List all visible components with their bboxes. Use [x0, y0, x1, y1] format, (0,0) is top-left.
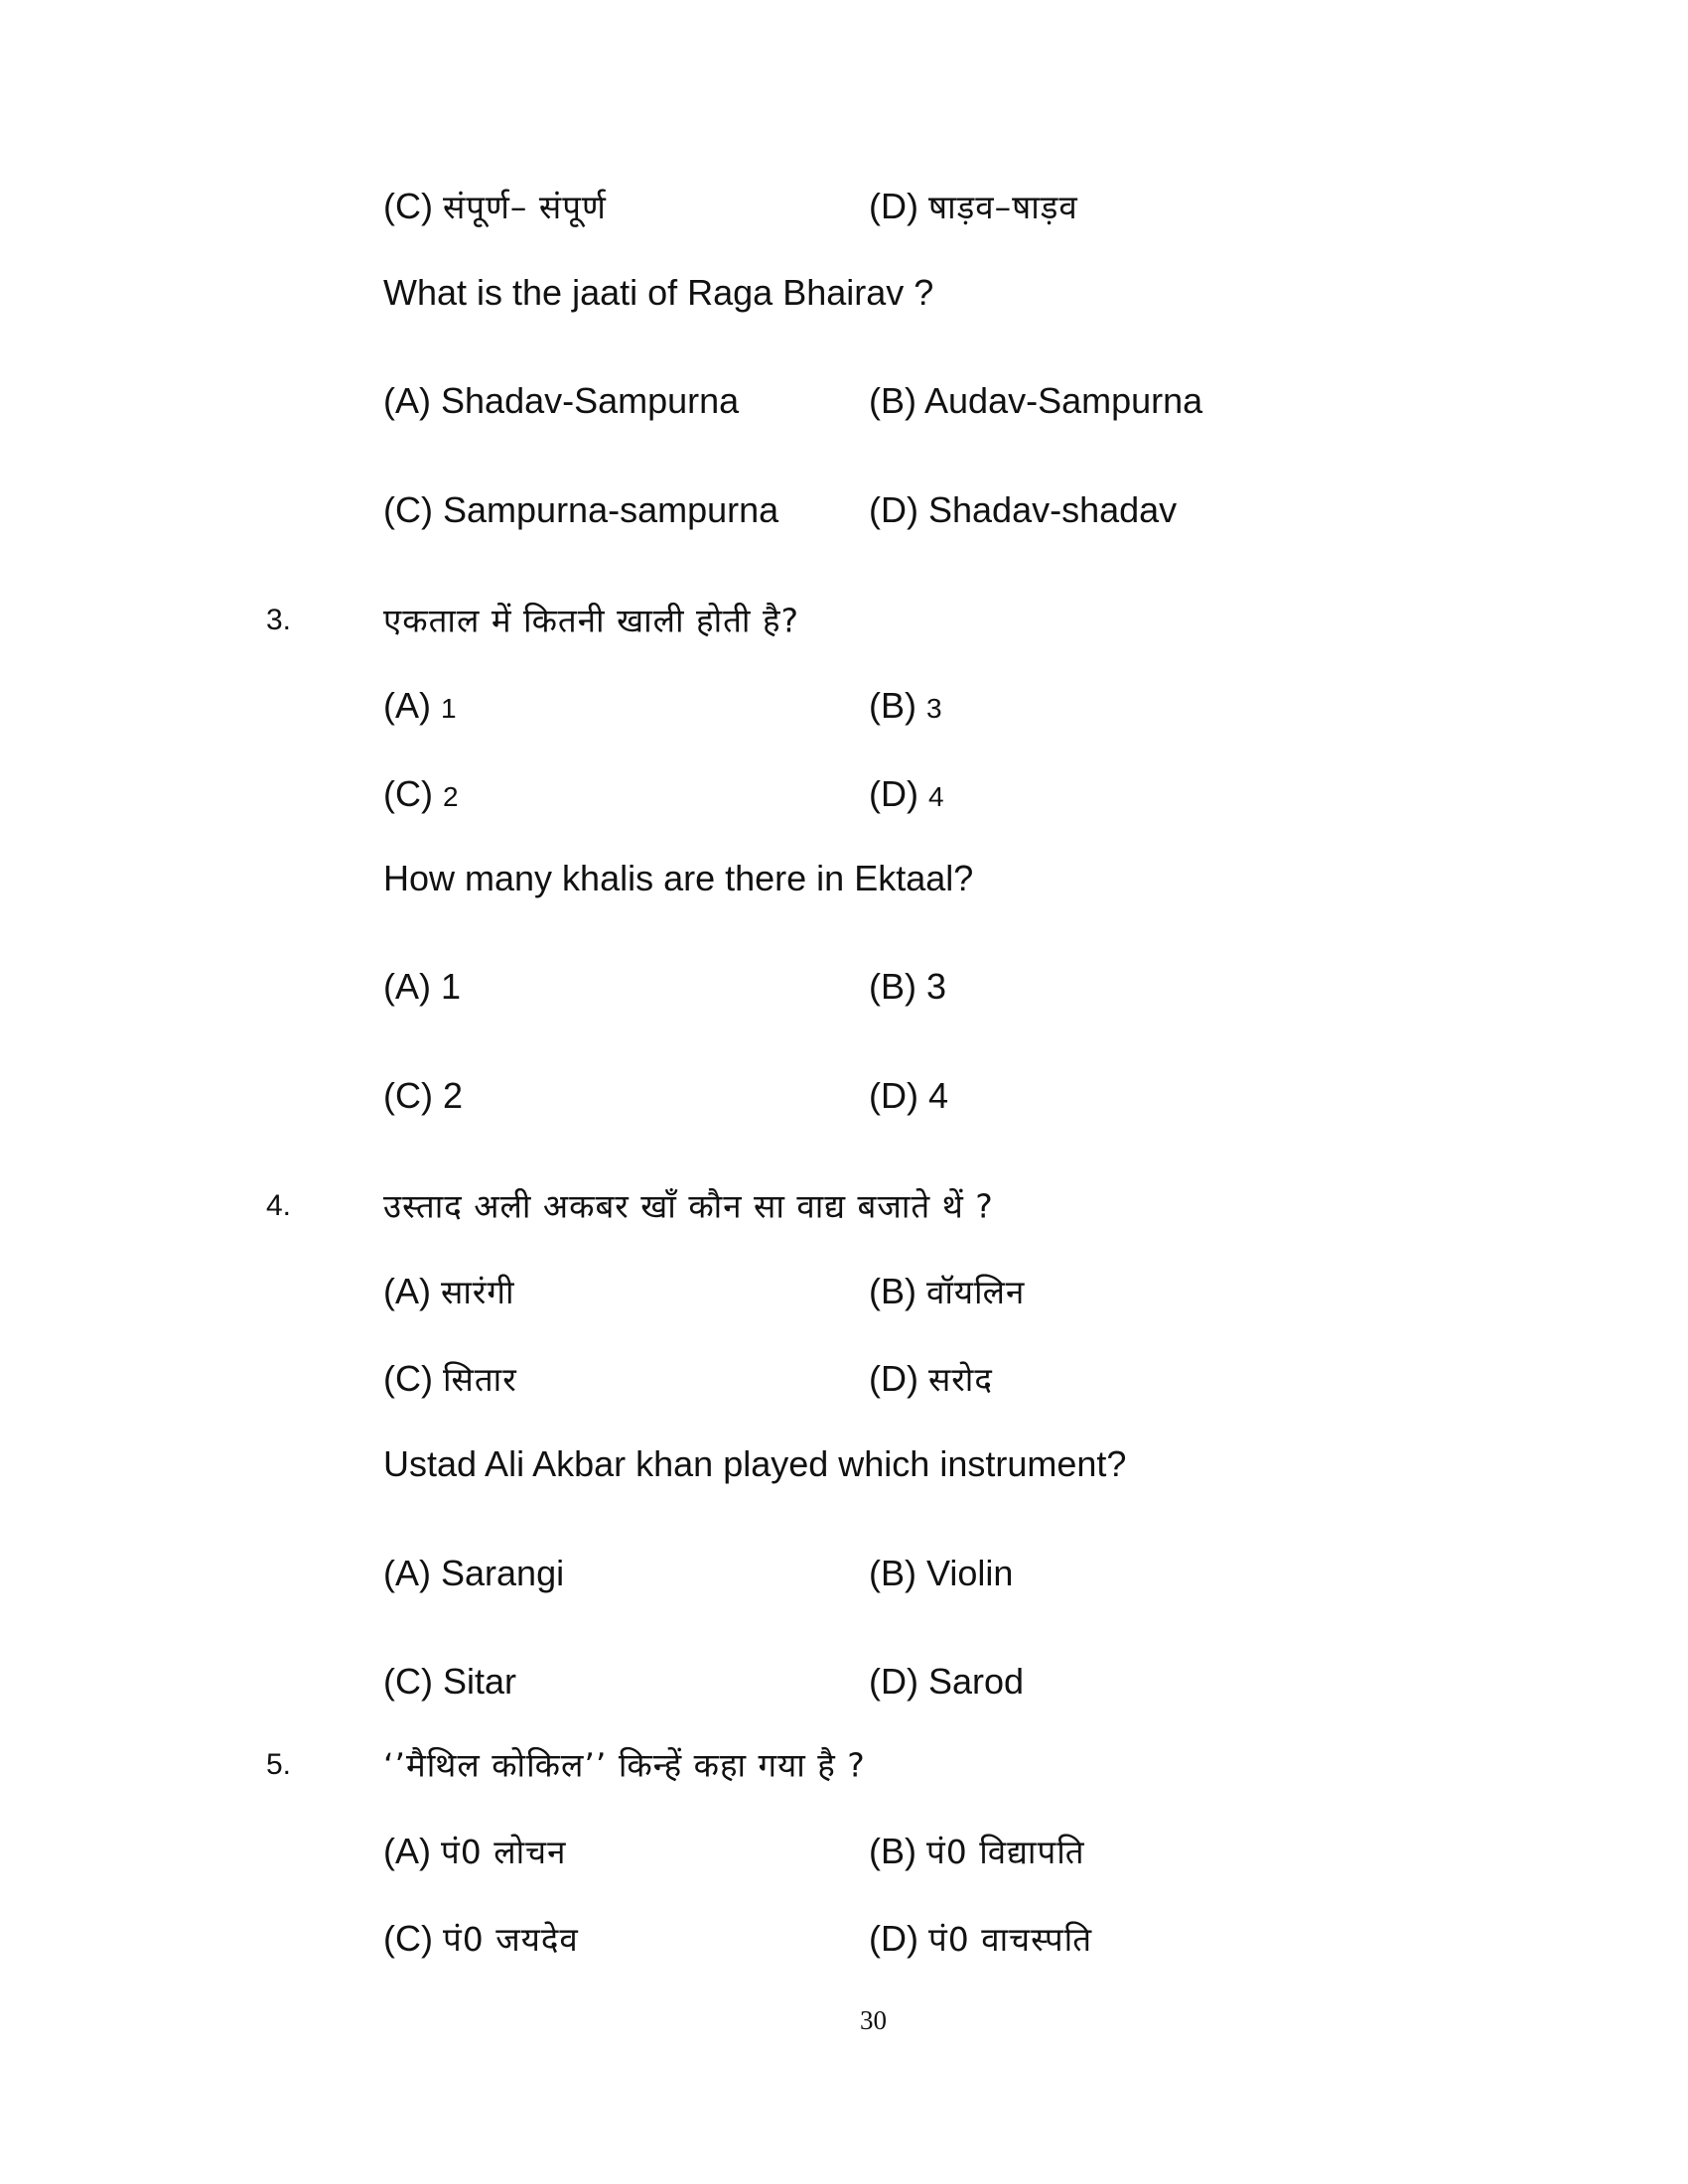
- question-text: उस्ताद अली अकबर खाँ कौन सा वाद्य बजाते थें ?: [383, 1186, 994, 1226]
- option-label: (C): [383, 186, 433, 226]
- question-number: 4.: [266, 1189, 292, 1222]
- option-text: 4: [928, 781, 944, 812]
- option-text: षाड़व–षाड़व: [928, 188, 1078, 226]
- option-d: [869, 1918, 1093, 1959]
- option-label: (C): [383, 1661, 433, 1702]
- option-c: [383, 489, 779, 530]
- option-label: (C): [383, 489, 433, 530]
- option-label: (D): [869, 186, 918, 226]
- option-label: (A): [383, 966, 431, 1007]
- option-text: Sampurna-sampurna: [443, 489, 779, 530]
- option-label: (B): [869, 380, 916, 421]
- option-label: (B): [869, 685, 916, 726]
- option-text: Violin: [926, 1553, 1014, 1593]
- option-label: (D): [869, 489, 918, 530]
- question-text: ‘’मैथिल कोकिल’’ किन्हें कहा गया है ?: [383, 1745, 866, 1785]
- option-c: [383, 186, 607, 226]
- option-label: (D): [869, 773, 918, 814]
- option-text: Audav-Sampurna: [924, 380, 1203, 421]
- option-text: Shadav-shadav: [928, 489, 1178, 530]
- option-c: [383, 1918, 579, 1959]
- option-label: (D): [869, 1918, 918, 1959]
- option-text: सारंगी: [441, 1273, 515, 1311]
- option-label: (C): [383, 1075, 433, 1116]
- option-a: [383, 685, 457, 726]
- option-label: (C): [383, 1358, 433, 1399]
- option-text: Sitar: [443, 1661, 517, 1702]
- option-label: (B): [869, 966, 916, 1007]
- option-label: (C): [383, 1918, 433, 1959]
- option-label: (B): [869, 1553, 916, 1593]
- option-label: (A): [383, 380, 431, 421]
- option-b: [869, 1553, 1014, 1593]
- option-label: (A): [383, 1271, 431, 1311]
- option-text: वॉयलिन: [926, 1273, 1026, 1311]
- option-text: 1: [441, 966, 462, 1007]
- option-a: [383, 966, 462, 1007]
- question-text: Ustad Ali Akbar khan played which instrument?: [383, 1443, 1127, 1484]
- option-c: [383, 1075, 464, 1116]
- option-a: [383, 1553, 565, 1593]
- option-text: Sarod: [928, 1661, 1025, 1702]
- option-text: सितार: [443, 1360, 517, 1399]
- option-text: पं0 वाचस्पति: [928, 1920, 1093, 1959]
- option-text: 2: [443, 1075, 464, 1116]
- option-b: [869, 1271, 1026, 1311]
- option-label: (D): [869, 1661, 918, 1702]
- option-d: [869, 1075, 949, 1116]
- page-number: 30: [860, 2005, 887, 2035]
- option-text: 1: [441, 693, 457, 724]
- option-text: पं0 जयदेव: [443, 1920, 579, 1959]
- option-b: [869, 966, 947, 1007]
- option-label: (D): [869, 1358, 918, 1399]
- option-label: (A): [383, 1553, 431, 1593]
- option-label: (A): [383, 1831, 431, 1871]
- option-d: [869, 1358, 993, 1399]
- option-label: (C): [383, 773, 433, 814]
- question-text: What is the jaati of Raga Bhairav ?: [383, 272, 934, 313]
- option-c: [383, 1358, 517, 1399]
- option-text: सरोद: [928, 1360, 993, 1399]
- option-text: 3: [926, 693, 942, 724]
- option-a: [383, 1831, 567, 1871]
- option-text: Sarangi: [441, 1553, 565, 1593]
- option-text: संपूर्ण– संपूर्ण: [443, 188, 607, 226]
- option-text: Shadav-Sampurna: [441, 380, 740, 421]
- option-label: (B): [869, 1831, 916, 1871]
- option-d: [869, 186, 1078, 226]
- option-c: [383, 773, 459, 814]
- question-text: एकताल में कितनी खाली होती है?: [383, 601, 799, 640]
- option-text: 2: [443, 781, 459, 812]
- option-d: [869, 1661, 1025, 1702]
- option-label: (A): [383, 685, 431, 726]
- option-text: 4: [928, 1075, 949, 1116]
- option-b: [869, 380, 1203, 421]
- option-text: पं0 लोचन: [441, 1833, 567, 1871]
- option-d: [869, 773, 944, 814]
- option-a: [383, 380, 740, 421]
- option-text: पं0 विद्यापति: [926, 1833, 1085, 1871]
- question-number: 5.: [266, 1748, 292, 1781]
- option-text: 3: [926, 966, 947, 1007]
- option-label: (B): [869, 1271, 916, 1311]
- question-text: How many khalis are there in Ektaal?: [383, 858, 974, 898]
- option-b: [869, 1831, 1085, 1871]
- question-number: 3.: [266, 604, 292, 636]
- option-a: [383, 1271, 515, 1311]
- option-c: [383, 1661, 517, 1702]
- option-d: [869, 489, 1178, 530]
- option-label: (D): [869, 1075, 918, 1116]
- option-b: [869, 685, 942, 726]
